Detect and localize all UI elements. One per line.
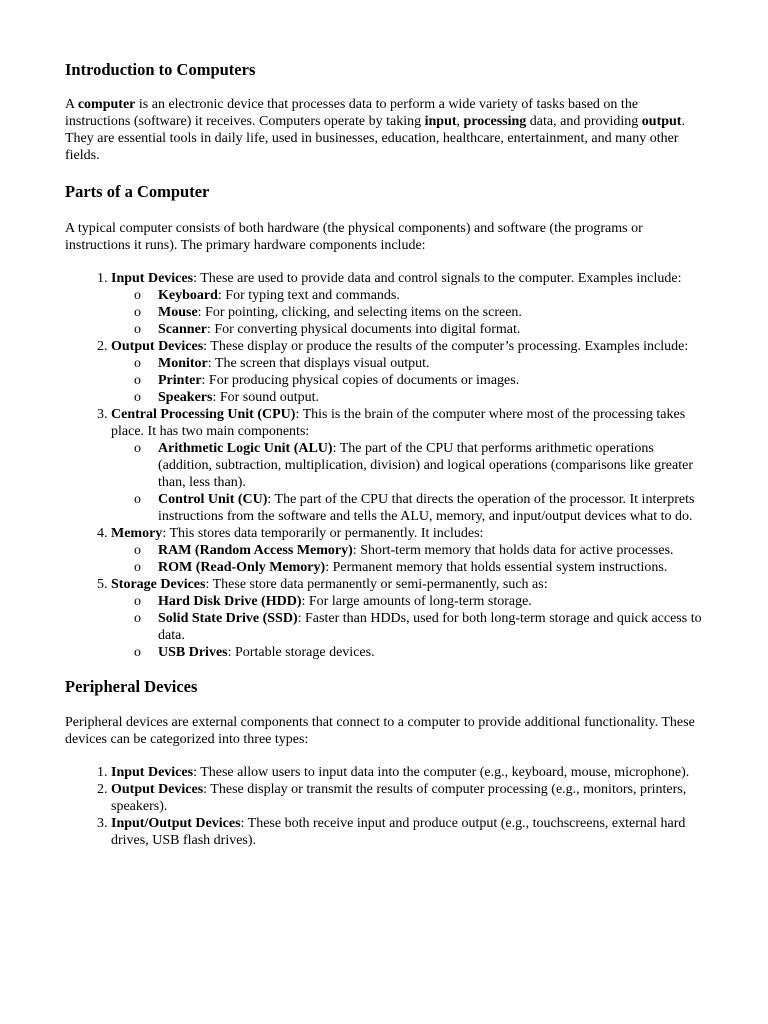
- sub-desc: : Short-term memory that holds data for active processes.: [352, 543, 674, 558]
- bullet-icon: o: [134, 390, 141, 405]
- intro-term-computer: computer: [77, 97, 136, 112]
- sub-term: Control Unit (CU): [158, 492, 268, 507]
- sub-term: USB Drives: [158, 645, 228, 660]
- item-desc: : This stores data temporarily or permanently. It includes:: [162, 526, 484, 541]
- sub-desc: : For sound output.: [212, 390, 320, 405]
- sub-item-ssd: [134, 610, 705, 644]
- intro-text-2: is an electronic device that processes data to perform a wide variety of tasks based on the instructions (software) it receives. Computers operate by taking: [65, 97, 639, 129]
- bullet-icon: o: [134, 373, 141, 388]
- bullet-icon: o: [134, 356, 141, 371]
- sub-term: Arithmetic Logic Unit (ALU): [158, 441, 333, 456]
- bullet-icon: o: [134, 543, 141, 558]
- intro-text-3: ,: [456, 114, 464, 129]
- sub-desc: : The screen that displays visual output.: [207, 356, 430, 371]
- sub-term: Speakers: [158, 390, 213, 405]
- list-item-peripheral-input: [111, 764, 705, 781]
- document-page: [65, 60, 705, 849]
- sub-desc: : For large amounts of long-term storage.: [301, 594, 532, 609]
- sub-term: Scanner: [158, 322, 207, 337]
- item-term: Output Devices: [111, 339, 204, 354]
- bullet-icon: o: [134, 560, 141, 575]
- list-item-storage-devices: [111, 576, 705, 661]
- sub-term: Keyboard: [158, 288, 218, 303]
- sub-term: RAM (Random Access Memory): [158, 543, 353, 558]
- item-term: Storage Devices: [111, 577, 206, 592]
- parts-heading: Parts of a Computer: [65, 182, 210, 201]
- hardware-components-list: [65, 270, 705, 661]
- sub-item-monitor: [134, 355, 705, 372]
- intro-term-input: input: [424, 114, 457, 129]
- bullet-icon: o: [134, 611, 141, 626]
- intro-text-1: A: [65, 97, 78, 112]
- list-item-cpu: [111, 406, 705, 525]
- item-term: Input Devices: [111, 271, 194, 286]
- sub-item-cu: [134, 491, 705, 525]
- sub-item-scanner: [134, 321, 705, 338]
- sub-item-keyboard: [134, 287, 705, 304]
- item-desc: : These display or transmit the results of computer processing (e.g., monitors, printers, speakers).: [111, 782, 687, 814]
- bullet-icon: o: [134, 288, 141, 303]
- sub-list: [111, 287, 705, 338]
- bullet-icon: o: [134, 322, 141, 337]
- sub-item-speakers: [134, 389, 705, 406]
- list-item-peripheral-io: [111, 815, 705, 849]
- item-term: Memory: [111, 526, 163, 541]
- intro-paragraph: [65, 96, 705, 164]
- sub-desc: : For typing text and commands.: [217, 288, 400, 303]
- item-term: Output Devices: [111, 782, 204, 797]
- sub-term: Hard Disk Drive (HDD): [158, 594, 302, 609]
- item-term: Input/Output Devices: [111, 816, 241, 831]
- sub-list: [111, 542, 705, 576]
- sub-term: ROM (Read-Only Memory): [158, 560, 326, 575]
- item-desc: : These allow users to input data into the computer (e.g., keyboard, mouse, microphone).: [193, 765, 690, 780]
- peripheral-heading: Peripheral Devices: [65, 677, 198, 696]
- sub-desc: : Portable storage devices.: [227, 645, 375, 660]
- sub-desc: : The part of the CPU that performs arithmetic operations (addition, subtraction, multiplication, division) and logical operations (comparisons like greater than, less than).: [158, 441, 693, 490]
- sub-item-usb: [134, 644, 705, 661]
- sub-item-hdd: [134, 593, 705, 610]
- peripheral-paragraph: Peripheral devices are external components that connect to a computer to provide additional functionality. These devices can be categorized into three types:: [65, 715, 695, 747]
- list-item-peripheral-output: [111, 781, 705, 815]
- item-desc: : These display or produce the results of the computer’s processing. Examples include:: [203, 339, 689, 354]
- item-desc: : These store data permanently or semi-permanently, such as:: [205, 577, 548, 592]
- sub-desc: : The part of the CPU that directs the operation of the processor. It interprets instructions from the software and tells the ALU, memory, and input/output devices what to do.: [158, 492, 695, 524]
- sub-term: Printer: [158, 373, 202, 388]
- intro-term-processing: processing: [463, 114, 527, 129]
- item-term: Input Devices: [111, 765, 194, 780]
- intro-text-5: . They are essential tools in daily life, used in businesses, education, healthcare, entertainment, and many other fields.: [65, 114, 685, 163]
- sub-list: [111, 440, 705, 525]
- sub-item-alu: [134, 440, 705, 491]
- bullet-icon: o: [134, 492, 141, 507]
- bullet-icon: o: [134, 305, 141, 320]
- sub-item-mouse: [134, 304, 705, 321]
- item-desc: : This is the brain of the computer where most of the processing takes place. It has two main components:: [111, 407, 686, 439]
- intro-term-output: output: [641, 114, 682, 129]
- sub-list: [111, 593, 705, 661]
- sub-term: Monitor: [158, 356, 208, 371]
- sub-list: [111, 355, 705, 406]
- item-desc: : These are used to provide data and control signals to the computer. Examples include:: [193, 271, 682, 286]
- item-term: Central Processing Unit (CPU): [111, 407, 296, 422]
- sub-term: Mouse: [158, 305, 198, 320]
- sub-term: Solid State Drive (SSD): [158, 611, 298, 626]
- sub-item-ram: [134, 542, 705, 559]
- list-item-output-devices: [111, 338, 705, 406]
- item-desc: : These both receive input and produce output (e.g., touchscreens, external hard drives, USB flash drives).: [111, 816, 686, 848]
- intro-text-4: data, and providing: [526, 114, 642, 129]
- intro-heading: Introduction to Computers: [65, 60, 256, 79]
- sub-desc: : For producing physical copies of documents or images.: [201, 373, 520, 388]
- list-item-input-devices: [111, 270, 705, 338]
- sub-desc: : Permanent memory that holds essential system instructions.: [325, 560, 668, 575]
- parts-paragraph: A typical computer consists of both hardware (the physical components) and software (the programs or instructions it runs). The primary hardware components include:: [65, 221, 643, 253]
- sub-item-rom: [134, 559, 705, 576]
- sub-item-printer: [134, 372, 705, 389]
- sub-desc: : For pointing, clicking, and selecting items on the screen.: [197, 305, 522, 320]
- peripheral-types-list: [65, 764, 705, 849]
- list-item-memory: [111, 525, 705, 576]
- sub-desc: : For converting physical documents into digital format.: [207, 322, 521, 337]
- bullet-icon: o: [134, 594, 141, 609]
- bullet-icon: o: [134, 441, 141, 456]
- sub-desc: : Faster than HDDs, used for both long-term storage and quick access to data.: [158, 611, 702, 643]
- bullet-icon: o: [134, 645, 141, 660]
